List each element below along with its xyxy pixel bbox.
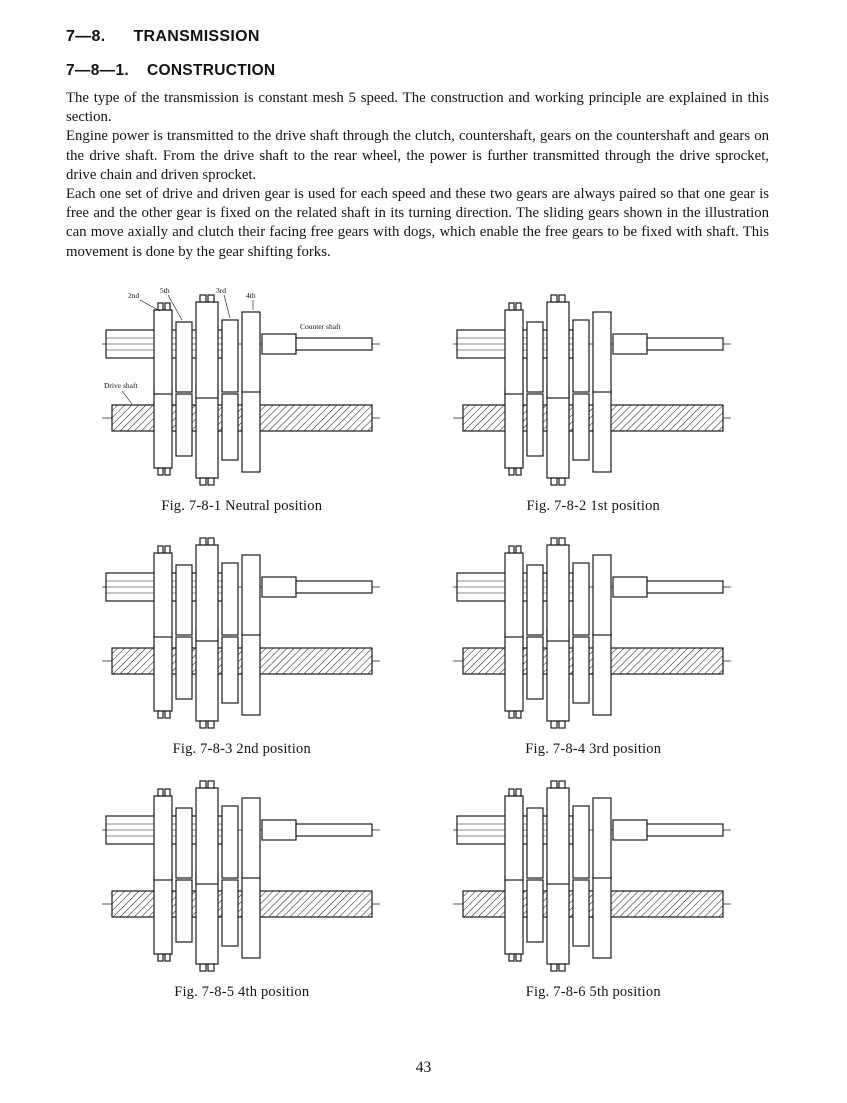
figure-neutral-position — [102, 286, 382, 515]
section-title: TRANSMISSION — [133, 28, 260, 45]
transmission-diagram-3rd — [453, 529, 733, 739]
gear-label-3rd: 3rd — [215, 285, 226, 295]
section-number: 7—8. — [66, 28, 106, 45]
transmission-diagram-5th — [453, 772, 733, 982]
gear-label-2nd: 2nd — [127, 290, 139, 300]
figure-caption: Fig. 7-8-1 Neutral position — [161, 497, 323, 514]
figure-5th-position — [453, 772, 733, 1001]
gear-label-4th: 4th — [245, 290, 256, 300]
subsection-number: 7—8—1. — [66, 62, 129, 79]
figure-2nd-position — [102, 529, 382, 758]
transmission-diagram-1st — [453, 286, 733, 496]
figure-3rd-position — [453, 529, 733, 758]
paragraph-intro: The type of the transmission is constant mesh 5 speed. The construction and working principle are explained in this section. — [66, 90, 769, 126]
figure-caption: Fig. 7-8-3 2nd position — [172, 740, 311, 757]
gear-label-5th: 5th — [159, 285, 170, 295]
figure-caption: Fig. 7-8-6 5th position — [525, 983, 661, 1000]
figure-caption: Fig. 7-8-2 1st position — [526, 497, 660, 514]
section-heading — [66, 28, 769, 46]
page-number: 43 — [415, 1059, 432, 1076]
paragraph-gear-pairs: Each one set of drive and driven gear is used for each speed and these two gears are always paired so that one gear is free and the other gear is fixed on the related shaft in its turning direction. The sliding gears shown in the illustration can move axially and clutch their facing free gears with dogs, which enable the free gears to be fixed with shaft. This movement is done by the gear shifting forks. — [66, 186, 769, 260]
figure-caption: Fig. 7-8-4 3rd position — [525, 740, 662, 757]
transmission-diagram-neutral — [102, 286, 382, 496]
transmission-diagram-2nd — [102, 529, 382, 739]
transmission-diagram-4th — [102, 772, 382, 982]
drive-shaft-label: Drive shaft — [103, 380, 138, 390]
subsection-heading — [66, 62, 769, 80]
figure-4th-position — [102, 772, 382, 1001]
figure-caption: Fig. 7-8-5 4th position — [174, 983, 310, 1000]
figure-grid — [66, 286, 769, 1001]
subsection-title: CONSTRUCTION — [146, 62, 276, 79]
paragraph-power-flow: Engine power is transmitted to the drive shaft through the clutch, countershaft, gears on the countershaft and gears on the drive shaft. From the drive shaft to the rear wheel, the power is further transmitted through the drive sprocket, drive chain and driven sprocket. — [66, 128, 769, 183]
counter-shaft-label: Counter shaft — [299, 321, 341, 331]
figure-1st-position — [453, 286, 733, 515]
